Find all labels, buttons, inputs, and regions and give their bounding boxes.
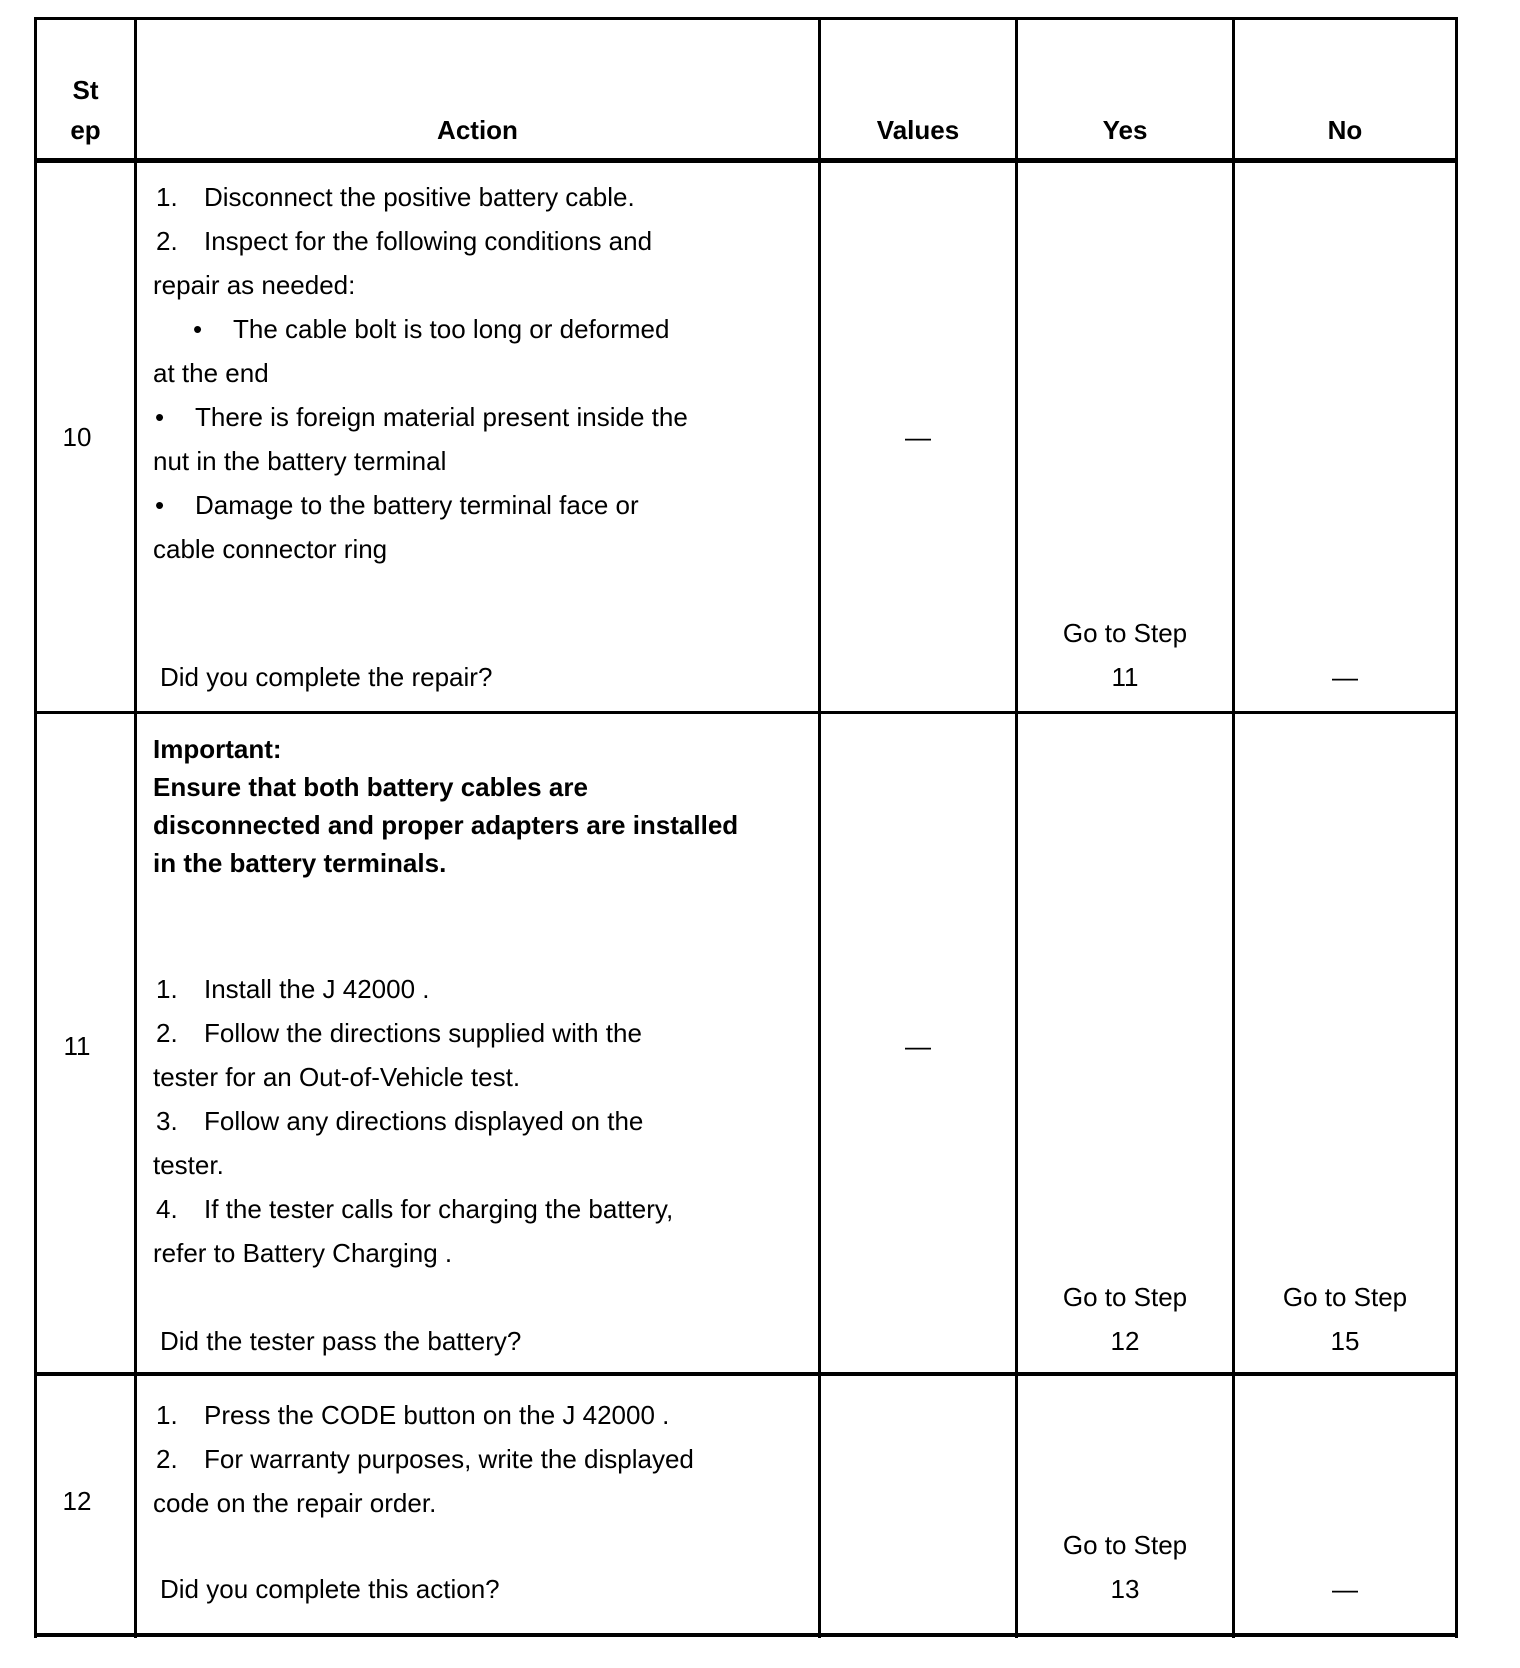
- yes-goto-label: Go to Step: [1062, 1282, 1188, 1312]
- list-item: [156, 1393, 669, 1437]
- list-item: [156, 967, 429, 1011]
- step-number: 12: [62, 1486, 92, 1516]
- bullet-text-continued: nut in the battery terminal: [153, 446, 447, 476]
- list-number: 1.: [156, 1400, 178, 1430]
- yes-goto-step: [1018, 611, 1232, 699]
- list-text: Install the J 42000 .: [204, 974, 430, 1004]
- list-number: 2.: [156, 1018, 178, 1048]
- header-step: [37, 70, 134, 150]
- header-step-line1: St: [72, 75, 99, 105]
- question-text: Did you complete this action?: [160, 1574, 500, 1604]
- list-item: [156, 1099, 643, 1143]
- list-number: 1.: [156, 182, 178, 212]
- bullet-icon: •: [155, 490, 165, 520]
- table-bottom-border: [34, 1633, 1458, 1637]
- no-goto-label: Go to Step: [1282, 1282, 1408, 1312]
- header-divider: [34, 158, 1458, 163]
- column-divider: [818, 17, 821, 1638]
- bullet-text-continued: at the end: [153, 358, 269, 388]
- yes-goto-step: [1018, 1523, 1232, 1611]
- bullet-text-continued: cable connector ring: [153, 534, 388, 564]
- value-dash: —: [905, 422, 931, 452]
- list-text: For warranty purposes, write the displayed: [204, 1444, 694, 1474]
- list-text-continued: tester.: [153, 1150, 224, 1180]
- no-goto-number: 15: [1330, 1326, 1360, 1356]
- header-action: Action: [437, 115, 518, 145]
- list-item: [156, 175, 635, 219]
- list-text-continued: code on the repair order.: [153, 1488, 437, 1518]
- step-number: 10: [62, 422, 92, 452]
- yes-goto-label: Go to Step: [1062, 618, 1188, 648]
- yes-goto-step: [1018, 1275, 1232, 1363]
- row-divider: [34, 711, 1458, 714]
- header-no: No: [1327, 115, 1363, 145]
- list-text-continued: repair as needed:: [153, 270, 356, 300]
- important-text: Ensure that both battery cables are: [153, 772, 588, 802]
- no-dash: —: [1332, 662, 1358, 692]
- bullet-icon: •: [155, 402, 165, 432]
- list-item: [156, 1437, 694, 1481]
- list-text: Disconnect the positive battery cable.: [204, 182, 635, 212]
- important-text: disconnected and proper adapters are installed: [153, 810, 739, 840]
- important-title: Important:: [153, 734, 282, 764]
- no-dash: —: [1332, 1574, 1358, 1604]
- list-text: Follow the directions supplied with the: [204, 1018, 642, 1048]
- yes-goto-number: 11: [1111, 662, 1139, 692]
- list-number: 3.: [156, 1106, 178, 1136]
- list-number: 2.: [156, 1444, 178, 1474]
- list-text: Inspect for the following conditions and: [204, 226, 653, 256]
- important-text: in the battery terminals.: [153, 848, 447, 878]
- column-divider: [1015, 17, 1018, 1638]
- list-item: [156, 1011, 642, 1055]
- list-text: If the tester calls for charging the battery,: [204, 1194, 674, 1224]
- column-divider: [1232, 17, 1235, 1638]
- list-number: 4.: [156, 1194, 178, 1224]
- bullet-item: [155, 483, 639, 527]
- row-divider: [34, 1372, 1458, 1376]
- bullet-text: The cable bolt is too long or deformed: [233, 314, 670, 344]
- column-divider: [134, 17, 137, 1638]
- question-text: Did you complete the repair?: [160, 662, 493, 692]
- yes-goto-label: Go to Step: [1062, 1530, 1188, 1560]
- no-goto-step: [1235, 1275, 1455, 1363]
- yes-goto-number: 12: [1110, 1326, 1140, 1356]
- list-text: Press the CODE button on the J 42000 .: [204, 1400, 670, 1430]
- bullet-icon: •: [193, 314, 203, 344]
- step-number: 11: [63, 1031, 91, 1061]
- list-number: 2.: [156, 226, 178, 256]
- list-number: 1.: [156, 974, 178, 1004]
- value-dash: —: [905, 1031, 931, 1061]
- list-item: [156, 219, 652, 263]
- list-text-continued: tester for an Out-of-Vehicle test.: [153, 1062, 521, 1092]
- bullet-item: [193, 307, 669, 351]
- header-values: Values: [876, 115, 960, 145]
- bullet-text: Damage to the battery terminal face or: [195, 490, 639, 520]
- question-text: Did the tester pass the battery?: [160, 1326, 522, 1356]
- list-text-continued: refer to Battery Charging .: [153, 1238, 453, 1268]
- header-yes: Yes: [1102, 115, 1148, 145]
- yes-goto-number: 13: [1110, 1574, 1140, 1604]
- list-item: [156, 1187, 673, 1231]
- header-step-line2: ep: [70, 115, 101, 145]
- bullet-item: [155, 395, 688, 439]
- list-text: Follow any directions displayed on the: [204, 1106, 644, 1136]
- bullet-text: There is foreign material present inside the: [195, 402, 688, 432]
